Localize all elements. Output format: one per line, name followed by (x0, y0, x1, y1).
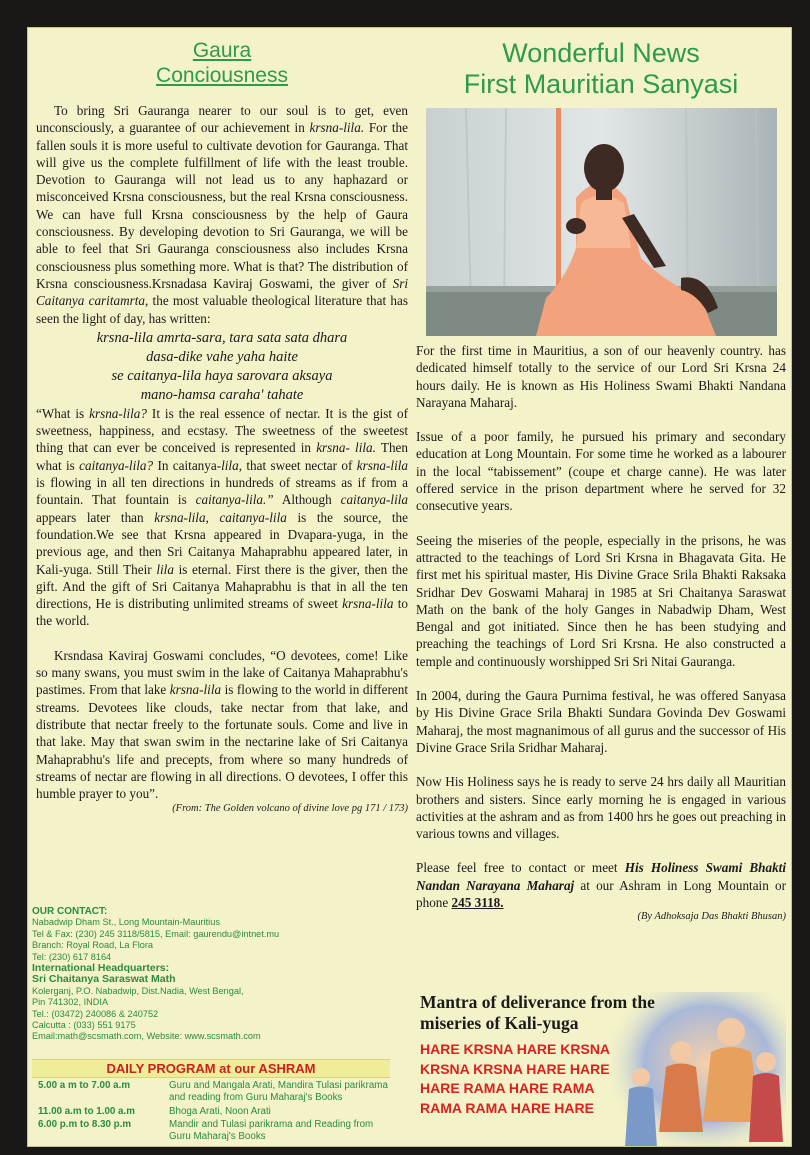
mantra-line: RAMA RAMA HARE HARE (420, 1099, 594, 1116)
contact-paragraph: Please feel free to contact or meet His Holiness Swami Bhakti Nandan Narayana Maharaj at our Ashram in Long Mountain or phone 245 3118. (416, 860, 787, 911)
contact-header: OUR CONTACT: (32, 906, 108, 917)
sanyasi-photo (426, 108, 777, 336)
hq-line: Calcutta : (033) 551 9175 (32, 1020, 136, 1031)
text-segment: Although (273, 492, 341, 508)
text-segment: lila (156, 561, 174, 577)
text-segment: krsna-lila, caitanya-lila (154, 509, 287, 525)
text-segment: krsna-lila (342, 596, 394, 612)
text-segment: is flowing to the world in different streams. Devotees like clouds, take nectar from that lake, and distribute that nectar freely to the fortunate souls. Come and live in that lake. May that swan swim in the nectarine lake of Sri Caitanya Mahaprabhu's life and precepts, from where so many hundreds of streams of nectar are flowing in all directions. O devotees, I offer this humble prayer to you”. (36, 682, 409, 802)
text-segment: For the fallen souls it is more useful to cultivate devotion for Gauranga. That will give us the complete fulfillment of life with the least trouble. Devotion to Gauranga will not lead us to any haphazard or misconceived Krsna consciousness, but the real Krsna consciousness. We can have full Krsna consciousness by the help of Gaura consciousness. By developing devotion to Sri Gauranga, we will be able to feel that Sri Gauranga consciousness also includes Krsna consciousness plus something more. What is that? The distribution of Krsna consciousness.Krsnadasa Kaviraj Goswami, the giver of (36, 120, 409, 291)
contact-line: Nabadwip Dham St., Long Mountain-Mauritius (32, 917, 220, 928)
verse-block (36, 329, 408, 405)
news-paragraph: For the first time in Mauritius, a son of our heavenly country. has dedicated himself totally to the service of our Lord Sri Krsna 24 hours daily. He is known as His Holiness Swami Bhakti Nandana Narayana Maharaj. (416, 343, 786, 410)
text-segment: is flowing in all ten directions in hundreds of streams as if from a fountain. That fountain is (36, 475, 408, 508)
verse-line: se caitanya-lila haya sarovara aksaya (111, 367, 333, 384)
text-segment: krsna- lila. (316, 440, 376, 456)
text-segment: To bring Sri Gauranga nearer to our soul is to get, even unconsciously, a guarantee of our achievement in (36, 103, 408, 136)
text-segment: “What is (36, 405, 90, 421)
text-segment: It is the real essence of nectar. It is the gist of sweetness, happiness, and ecstasy. The sweetness of the sweetest thing that can ever be conceived is represented in (36, 405, 408, 456)
article-paragraph (36, 405, 408, 630)
phone-number: 245 3118. (451, 895, 504, 911)
news-paragraph: In 2004, during the Gaura Purnima festival, he was offered Sanyasa by His Divine Grace Srila Bhakti Sundara Govinda Dev Goswami Maharaj, the most magnanimous of all gurus and the successor of His Divine Grace Srila Sridhar Maharaj. (416, 688, 786, 755)
news-paragraph: Issue of a poor family, he pursued his primary and secondary education at Long Mountain. For some time he worked as a labourer in the local “tabissement” (coupe et charge canne). He was later offered service in the prison department where he served for 32 consecutive years. (416, 429, 786, 514)
hq-line: Kolerganj, P.O. Nabadwip, Dist.Nadia, West Bengal, (32, 985, 244, 996)
text-segment: In caitanya- (153, 457, 222, 473)
verse-line: dasa-dike vahe yaha haite (146, 348, 298, 365)
text-segment: appears later than (36, 509, 155, 525)
text-segment: krsna-lila? (89, 405, 147, 421)
program-row (32, 1080, 390, 1104)
program-header: DAILY PROGRAM at our ASHRAM (32, 1059, 390, 1078)
program-time: 11.00 a.m to 1.00 a.m (38, 1105, 135, 1117)
program-desc: Mandir and Tulasi parikrama and Reading from Guru Maharaj's Books (169, 1119, 374, 1143)
text-segment: Sri Caitanya caritamrta (36, 275, 408, 309)
gaura-consciousness-title: Gaura Conciousness (156, 39, 288, 87)
text-segment: caitanya-lila.” (195, 492, 274, 508)
text-segment: caitanya-lila (340, 492, 408, 508)
text-segment: Krsndasa Kaviraj Goswami concludes, “O devotees, come! Like so many swans, you must swim in the lake of Caitanya Mahaprabhu's pastimes. From that lake (36, 647, 408, 698)
text-segment: is eternal. First there is the giver, then the gift. And the gift of Sri Caitanya Mahaprabhu is that in all the ten directions, He is distributing unlimited streams of sweet (36, 561, 408, 612)
daily-program (32, 1059, 390, 1143)
mantra-title: Mantra of deliverance from the miseries of Kali-yuga (420, 992, 655, 1033)
mantra-box (416, 992, 786, 1147)
news-paragraph: Seeing the miseries of the people, especially in the prisons, he was attracted to the teachings of Lord Sri Krsna in Bhagavata Gita. He first met his spiritual master, His Divine Grace Srila Bhakti Raksaka Sridhar Dev Goswami Maharaj in 1985 at Sri Chaitanya Saraswat Math on the bank of the holy Ganges in Nabadwip Dham, West Bengal and got initiated. Since then he has been studying and preaching the teachings of Lord Sri Krsna. He also constructed a temple and continuously worshipped Sri Sri Nitai Gauranga. (416, 532, 786, 669)
text-segment: to the world. (36, 596, 408, 629)
text-segment: , the most valuable theological literature that has seen the light of day, has written: (36, 293, 408, 326)
program-desc: Guru and Mangala Arati, Mandira Tulasi parikrama and reading from Guru Maharaj's Books (169, 1080, 388, 1103)
verse-line: krsna-lila amrta-sara, tara sata sata dhara (96, 329, 348, 346)
program-row (32, 1106, 390, 1118)
byline: (By Adhoksaja Das Bhakti Bhusan) (637, 911, 786, 923)
program-time: 6.00 p.m to 8.30 p.m (38, 1119, 132, 1131)
swami-name: His Holiness Swami Bhakti Nandan Narayana Maharaj (416, 860, 787, 893)
text-segment: krsna-lila (356, 457, 409, 473)
hq-line: Email:math@scsmath.com, Website: www.scsmath.com (32, 1031, 261, 1042)
contact-line: Branch: Royal Road, La Flora (32, 940, 154, 951)
sanyasi-photo-illustration (426, 108, 777, 336)
right-column (416, 34, 787, 1116)
hq-line: Tel.: (03472) 240086 & 240752 (32, 1008, 159, 1019)
text-segment: lila (221, 457, 239, 473)
hq-line: Pin 741302, INDIA (32, 997, 109, 1008)
contact-line: Tel & Fax: (230) 245 3118/5815, Email: gaurendu@intnet.mu (32, 928, 280, 939)
hq-header: International Headquarters: (32, 962, 170, 975)
news-paragraph: Now His Holiness says he is ready to serve 24 hrs daily all Mauritian brothers and sisters. Since early morning he is engaged in various activities at the ashram and as from 1400 hrs he goes out preaching in various towns and villages. (416, 774, 786, 842)
text-segment: caitanya-lila? (79, 457, 154, 473)
program-row (32, 1119, 390, 1143)
mantra-line: HARE RAMA HARE RAMA (420, 1080, 595, 1096)
magazine-page (27, 27, 792, 1147)
left-column (36, 34, 408, 814)
text-segment: is the source, the foundation.We see that Krsna appeared in Dvapara-yuga, in the previous age, and then Sri Caitanya Mahaprabhu appeared later, in Kali-yuga. Still Their (36, 509, 409, 577)
contact-box (32, 906, 390, 1043)
text-segment: , that sweet nectar of (238, 457, 357, 473)
text-segment: krsna-lila. (309, 120, 365, 136)
verse-line: mano-hamsa caraha' tahate (140, 386, 304, 403)
mantra-line: HARE KRSNA HARE KRSNA (420, 1041, 611, 1057)
article-paragraph (36, 647, 408, 803)
mantra-line: KRSNA KRSNA HARE HARE (420, 1060, 610, 1077)
text-segment: Then what is (36, 440, 408, 473)
hq-name: Sri Chaitanya Saraswat Math (32, 973, 176, 986)
news-title: Wonderful News First Mauritian Sanyasi (463, 38, 739, 99)
source-citation: (From: The Golden volcano of divine love pg 171 / 173) (172, 803, 408, 815)
program-desc: Bhoga Arati, Noon Arati (169, 1105, 271, 1117)
text-segment: krsna-lila (169, 682, 222, 698)
program-time: 5.00 a m to 7.00 a.m (38, 1080, 131, 1091)
article-paragraph (36, 102, 408, 327)
contact-line: Tel: (230) 617 8164 (32, 951, 112, 962)
